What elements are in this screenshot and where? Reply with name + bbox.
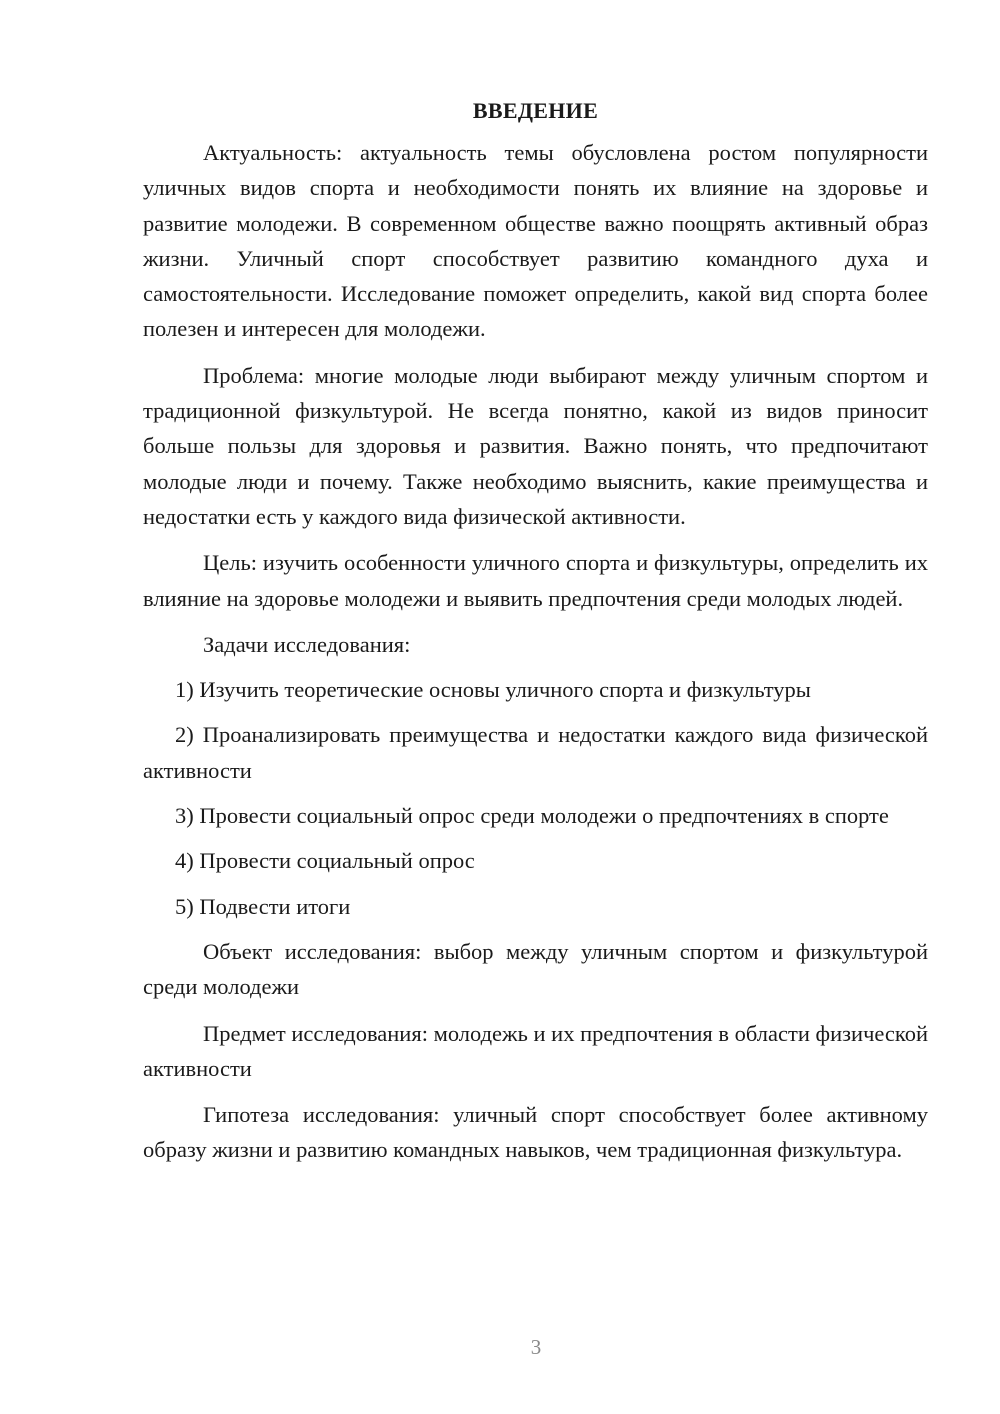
hypothesis-paragraph: Гипотеза исследования: уличный спорт способствует более активному образу жизни и развитию командных навыков, чем традиционная физкультура. (143, 1102, 928, 1163)
list-item: 3) Провести социальный опрос среди молодежи о предпочтениях в спорте (175, 803, 889, 829)
list-item: 2) Проанализировать преимущества и недостатки каждого вида физической активности (143, 722, 928, 783)
page-title: ВВЕДЕНИЕ (472, 98, 599, 123)
page-content (143, 96, 928, 1179)
problem-paragraph: Проблема: многие молодые люди выбирают между уличным спортом и традиционной физкультурой. Не всегда понятно, какой из видов приносит больше пользы для здоровья и развития. Важно понять, что предпочитают молодые люди и почему. Также необходимо выяснить, какие преимущества и недостатки есть у каждого вида физической активности. (143, 362, 928, 529)
relevance-paragraph: Актуальность: актуальность темы обусловлена ростом популярности уличных видов спорта и необходимости понять их влияние на здоровье и развитие молодежи. В современном обществе важно поощрять активный образ жизни. Уличный спорт способствует развитию командного духа и самостоятельности. Исследование поможет определить, какой вид спорта более полезен и интересен для молодежи. (143, 140, 928, 342)
page-number: 3 (530, 1335, 542, 1359)
list-item: 4) Провести социальный опрос (175, 848, 475, 874)
tasks-heading: Задачи исследования: (203, 631, 411, 657)
tasks-list (143, 672, 928, 924)
subject-paragraph: Предмет исследования: молодежь и их предпочтения в области физической активности (143, 1020, 928, 1081)
object-paragraph: Объект исследования: выбор между уличным спортом и физкультурой среди молодежи (143, 938, 928, 1000)
list-item: 1) Изучить теоретические основы уличного спорта и физкультуры (175, 677, 811, 703)
goal-paragraph: Цель: изучить особенности уличного спорта и физкультуры, определить их влияние на здоровье молодежи и выявить предпочтения среди молодых людей. (143, 550, 928, 611)
list-item: 5) Подвести итоги (175, 893, 351, 919)
